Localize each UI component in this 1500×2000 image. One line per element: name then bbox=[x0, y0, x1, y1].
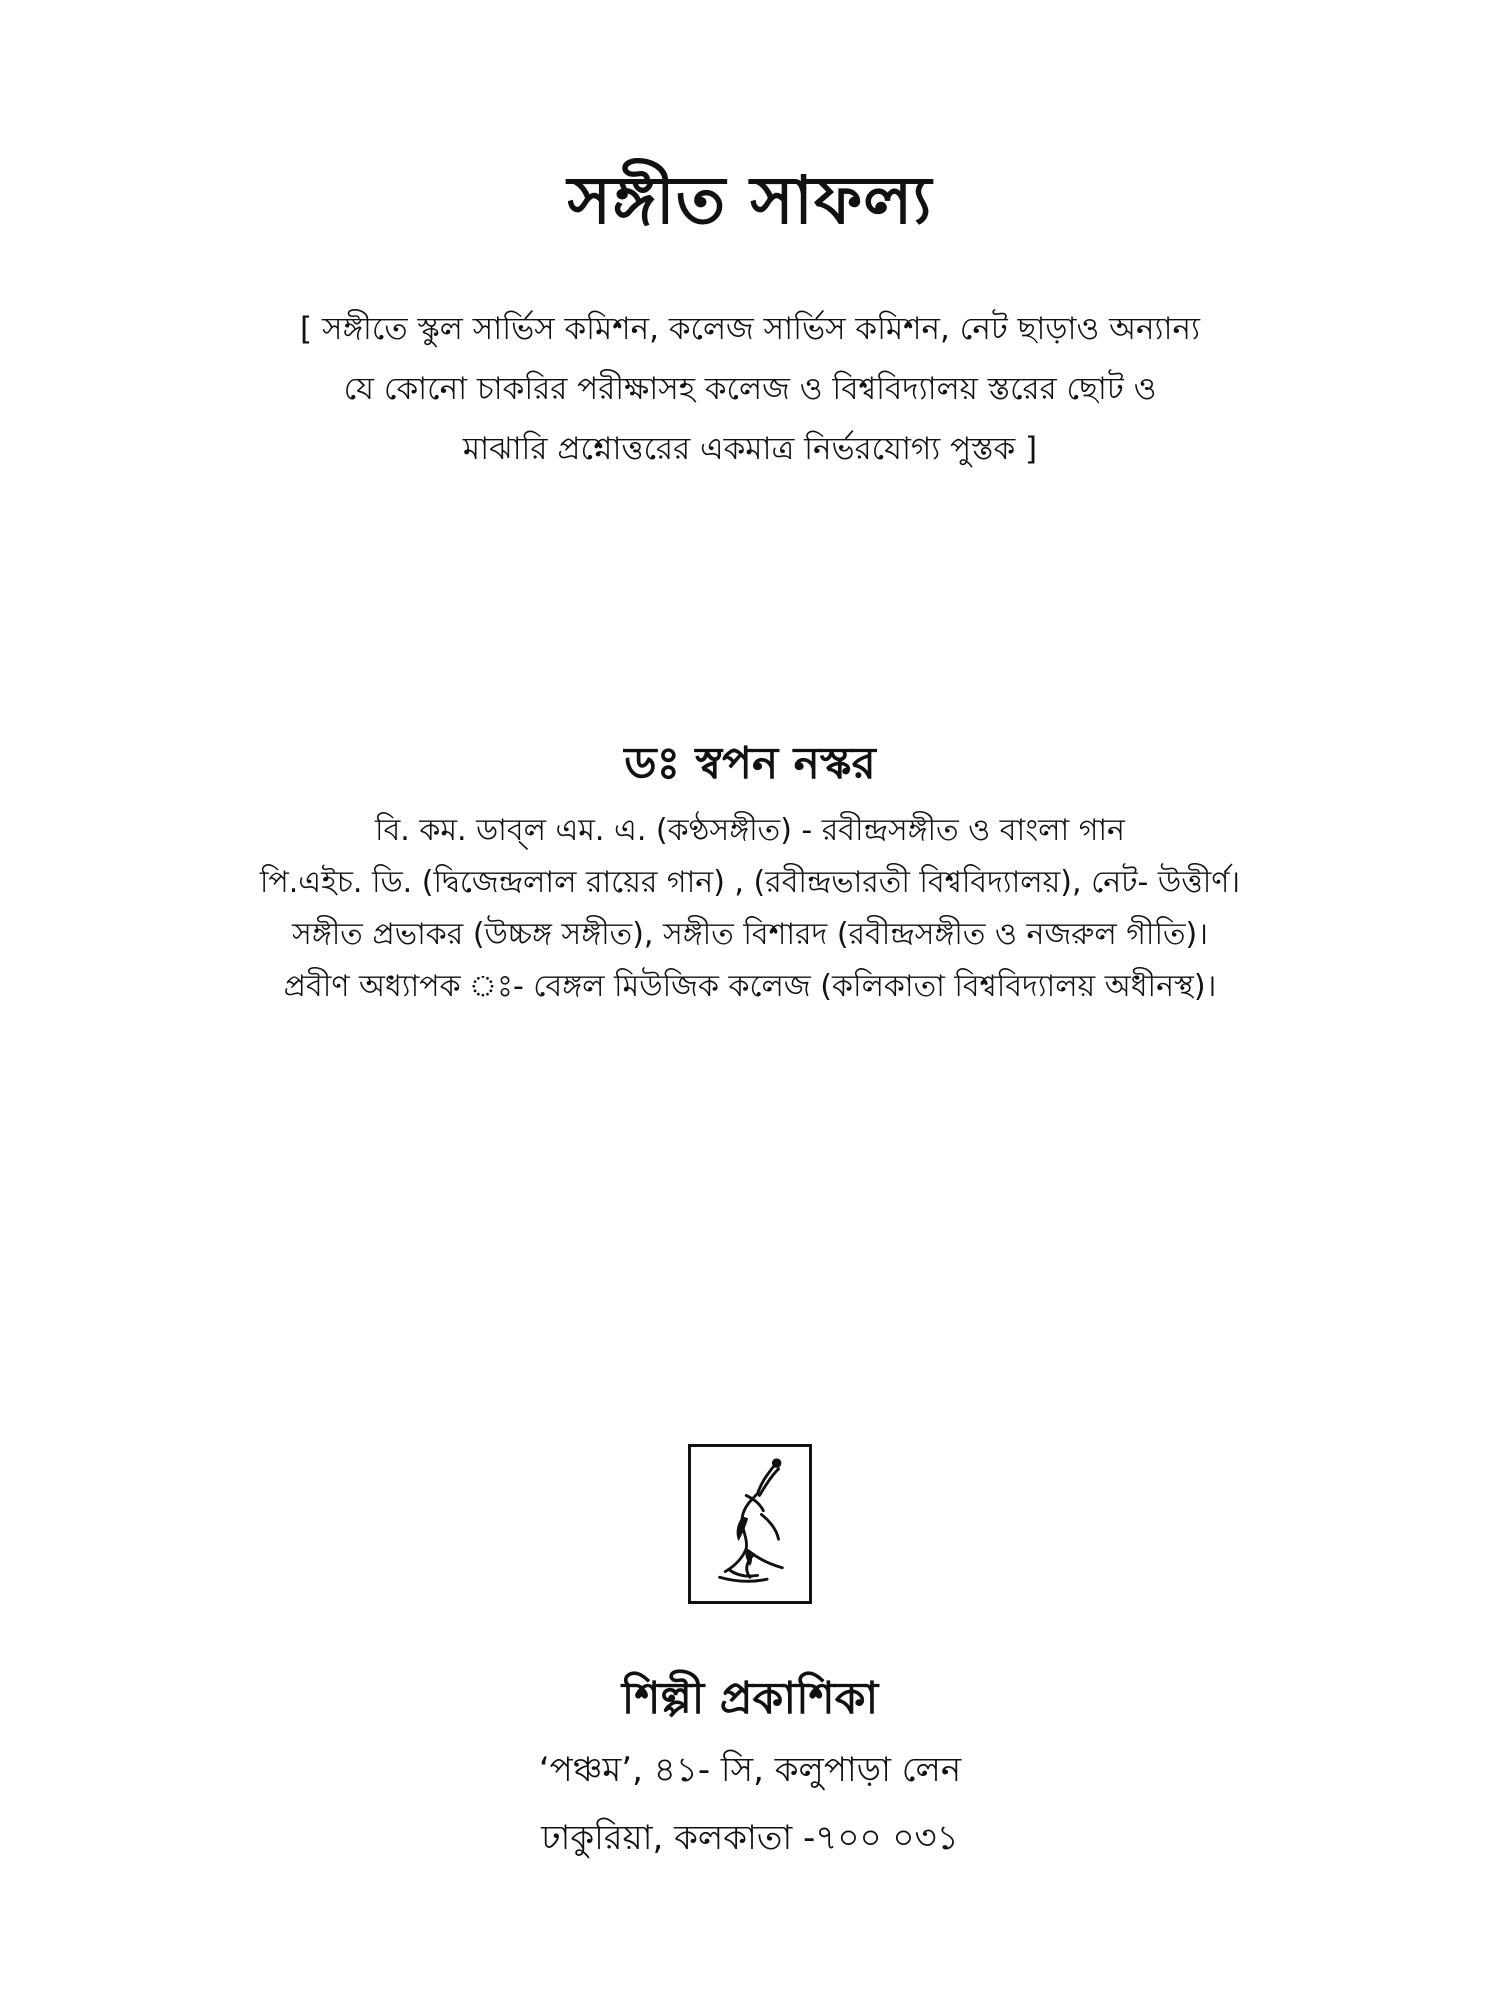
publisher-logo bbox=[688, 1444, 812, 1604]
description-line-1: [ সঙ্গীতে স্কুল সার্ভিস কমিশন, কলেজ সার্ভিস কমিশন, নেট ছাড়াও অন্যান্য bbox=[300, 311, 1200, 347]
author-credential-2: পি.এইচ. ডি. (দ্বিজেন্দ্রলাল রায়ের গান) , (রবীন্দ্রভারতী বিশ্ববিদ্যালয়), নেট- উত্তীর্ণ। bbox=[259, 865, 1241, 900]
publisher-address-line-1: ‘পঞ্চম’, ৪১- সি, কলুপাড়া লেন bbox=[538, 1750, 962, 1790]
book-title: সঙ্গীত সাফল্য bbox=[567, 162, 933, 239]
author-credential-1: বি. কম. ডাব্‌ল এম. এ. (কণ্ঠসঙ্গীত) - রবীন্দ্রসঙ্গীত ও বাংলা গান bbox=[375, 813, 1125, 848]
description-line-3: মাঝারি প্রশ্নোত্তরের একমাত্র নির্ভরযোগ্য পুস্তক ] bbox=[462, 431, 1038, 467]
publisher-name: শিল্পী প্রকাশিকা bbox=[621, 1673, 879, 1724]
author-name: ডঃ স্বপন নস্কর bbox=[624, 738, 876, 789]
author-credential-3: সঙ্গীত প্রভাকর (উচ্চঙ্গ সঙ্গীত), সঙ্গীত বিশারদ (রবীন্দ্রসঙ্গীত ও নজরুল গীতি)। bbox=[292, 917, 1208, 952]
description-line-2: যে কোনো চাকরির পরীক্ষাসহ কলেজ ও বিশ্ববিদ্যালয় স্তরের ছোট ও bbox=[343, 371, 1157, 407]
dancer-figure-icon bbox=[691, 1447, 809, 1601]
publisher-address-line-2: ঢাকুরিয়া, কলকাতা -৭০০ ০৩১ bbox=[541, 1818, 959, 1858]
author-credential-4: প্রবীণ অধ্যাপক ঃ- বেঙ্গল মিউজিক কলেজ (কলিকাতা বিশ্ববিদ্যালয় অধীনস্থ)। bbox=[283, 969, 1217, 1004]
